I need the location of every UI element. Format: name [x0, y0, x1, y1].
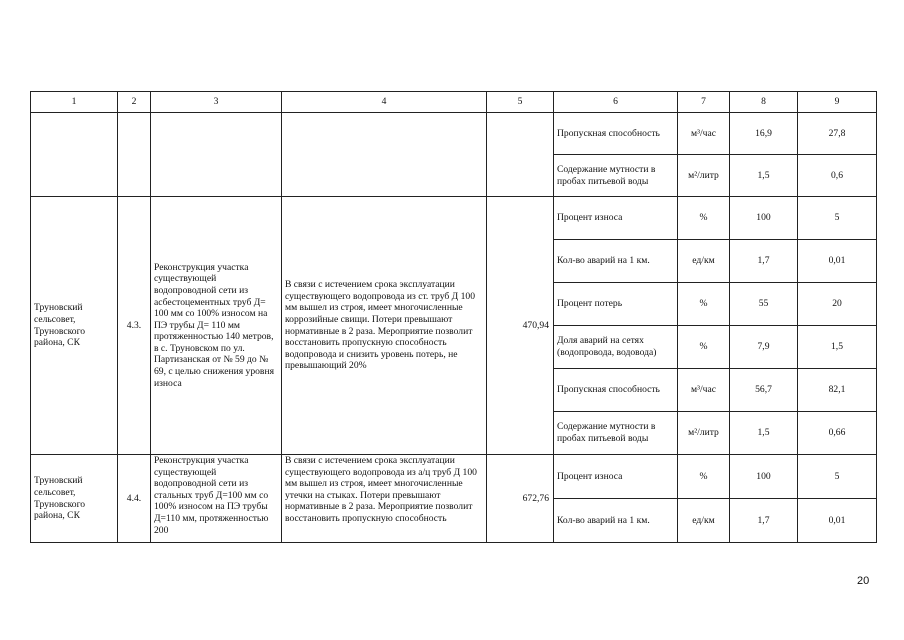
- before-value-cell: 1,5: [730, 155, 798, 197]
- indicator-cell: Кол-во аварий на 1 км.: [554, 240, 678, 283]
- number-cell: 4.3.: [118, 197, 151, 455]
- col-header-4: 4: [282, 92, 487, 113]
- indicator-cell: Содержание мутности в пробах питьевой воды: [554, 155, 678, 197]
- indicator-cell: Процент износа: [554, 455, 678, 499]
- before-value-cell: 100: [730, 455, 798, 499]
- indicator-cell: Содержание мутности в пробах питьевой воды: [554, 412, 678, 455]
- unit-cell: м³/час: [678, 113, 730, 155]
- after-value-cell: 27,8: [798, 113, 877, 155]
- col-header-1: 1: [31, 92, 118, 113]
- after-value-cell: 5: [798, 455, 877, 499]
- before-value-cell: 1,5: [730, 412, 798, 455]
- after-value-cell: 0,6: [798, 155, 877, 197]
- col-header-6: 6: [554, 92, 678, 113]
- cost-cell: 470,94: [487, 197, 554, 455]
- unit-cell: ед/км: [678, 240, 730, 283]
- indicator-cell: Процент износа: [554, 197, 678, 240]
- col-header-2: 2: [118, 92, 151, 113]
- indicator-cell: Пропускная способность: [554, 113, 678, 155]
- before-value-cell: 55: [730, 283, 798, 326]
- cost-cell: [487, 113, 554, 197]
- after-value-cell: 0,01: [798, 499, 877, 543]
- col-header-7: 7: [678, 92, 730, 113]
- number-cell: [118, 113, 151, 197]
- reason-cell: [282, 113, 487, 197]
- location-cell: Труновский сельсовет, Труновского района, СК: [31, 455, 118, 543]
- cost-cell: 672,76: [487, 455, 554, 543]
- location-cell: [31, 113, 118, 197]
- before-value-cell: 16,9: [730, 113, 798, 155]
- unit-cell: м²/литр: [678, 155, 730, 197]
- before-value-cell: 7,9: [730, 326, 798, 369]
- unit-cell: м³/час: [678, 369, 730, 412]
- table-row: [31, 113, 877, 155]
- table-row: [31, 197, 877, 240]
- col-header-8: 8: [730, 92, 798, 113]
- header-row: [31, 92, 877, 113]
- location-cell: Труновский сельсовет, Труновского района, СК: [31, 197, 118, 455]
- reason-cell: [282, 455, 487, 543]
- table-row: [31, 455, 877, 499]
- unit-cell: %: [678, 283, 730, 326]
- unit-cell: %: [678, 326, 730, 369]
- indicator-cell: Доля аварий на сетях (водопровода, водовода): [554, 326, 678, 369]
- after-value-cell: 0,66: [798, 412, 877, 455]
- before-value-cell: 1,7: [730, 499, 798, 543]
- indicator-cell: Кол-во аварий на 1 км.: [554, 499, 678, 543]
- number-cell: 4.4.: [118, 455, 151, 543]
- col-header-3: 3: [151, 92, 282, 113]
- after-value-cell: 0,01: [798, 240, 877, 283]
- col-header-9: 9: [798, 92, 877, 113]
- after-value-cell: 20: [798, 283, 877, 326]
- indicator-cell: Пропускная способность: [554, 369, 678, 412]
- unit-cell: м²/литр: [678, 412, 730, 455]
- indicator-cell: Процент потерь: [554, 283, 678, 326]
- page-number: 20: [857, 575, 870, 587]
- after-value-cell: 1,5: [798, 326, 877, 369]
- before-value-cell: 100: [730, 197, 798, 240]
- unit-cell: %: [678, 197, 730, 240]
- col-header-5: 5: [487, 92, 554, 113]
- title-cell: [151, 113, 282, 197]
- before-value-cell: 56,7: [730, 369, 798, 412]
- after-value-cell: 82,1: [798, 369, 877, 412]
- unit-cell: %: [678, 455, 730, 499]
- after-value-cell: 5: [798, 197, 877, 240]
- investment-table: [30, 91, 877, 543]
- before-value-cell: 1,7: [730, 240, 798, 283]
- reason-text: В связи с истечением срока эксплуатации существующего водопровода из а/ц труб Д 100 мм вышел из строя, имеет многочисленные утечки на стыках. Потери превышают нормативные в 2 раза. Мероприятие позволит восстановить пропускную способность: [285, 455, 477, 524]
- title-cell: [151, 455, 282, 543]
- reason-cell: В связи с истечением срока эксплуатации существующего водопровода из ст. труб Д 100 мм вышел из строя, имеет многочисленные коррозийные свищи. Потери превышают нормативные в 2 раза. Мероприятие позволит восстановить пропускную способность водопровода и снизить уровень потерь, не превышающий 20%: [282, 197, 487, 455]
- title-text: Реконструкция участка существующей водопроводной сети из стальных труб Д=100 мм со 100% износом на ПЭ трубы Д=110 мм, протяженностью 200: [154, 455, 269, 536]
- unit-cell: ед/км: [678, 499, 730, 543]
- title-cell: Реконструкция участка существующей водопроводной сети из асбестоцементных труб Д= 100 мм со 100% износом на ПЭ трубы Д= 110 мм протяженностью 140 метров, в с. Труновском по ул. Партизанская от № 59 до № 69, с целью снижения уровня износа: [151, 197, 282, 455]
